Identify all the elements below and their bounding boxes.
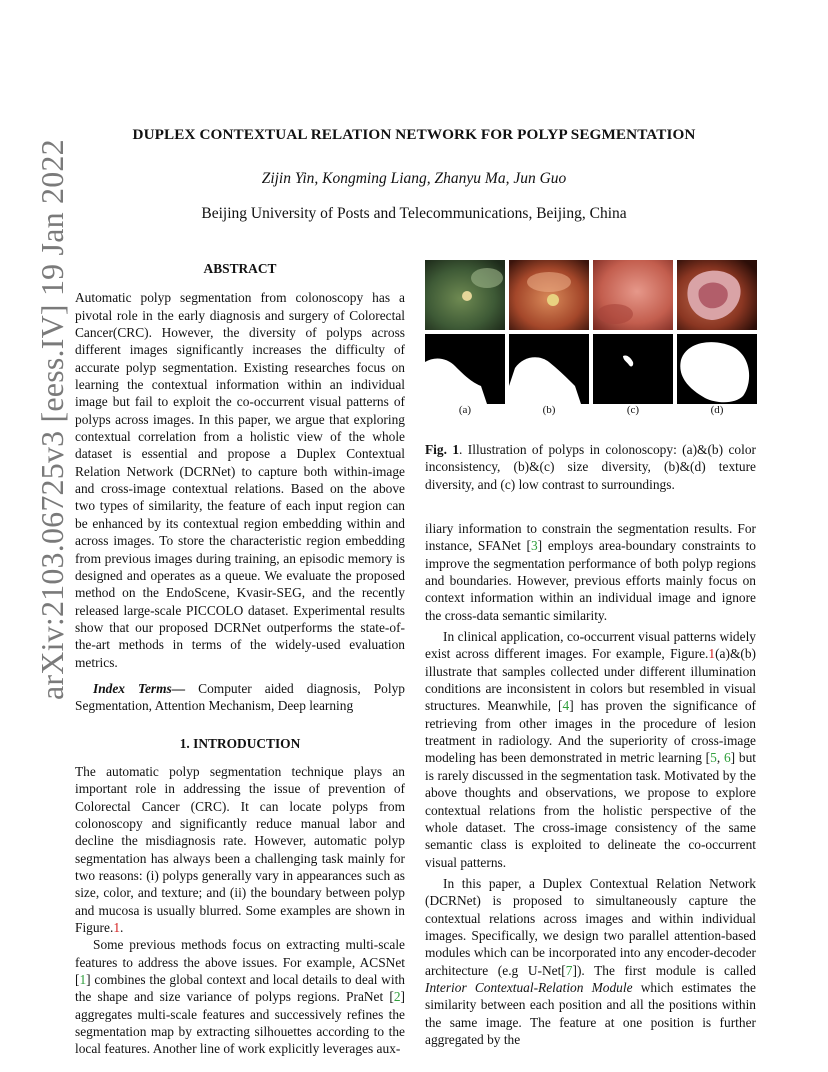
figure-caption-label: Fig. 1 [425, 442, 460, 457]
colonoscopy-image-d [677, 260, 757, 330]
arxiv-side-label: arXiv:2103.06725v3 [eess.IV] 19 Jan 2022 [34, 139, 70, 700]
sublabel-b: (b) [542, 404, 556, 416]
intro-heading: 1. INTRODUCTION [179, 735, 301, 751]
paper-authors: Zijin Yin, Kongming Liang, Zhanyu Ma, Jun Guo [261, 170, 567, 187]
figure-ref-link[interactable]: 1 [113, 920, 121, 936]
citation-link[interactable]: 6 [723, 750, 731, 766]
abstract-text: Automatic polyp segmentation from colonoscopy has a pivotal role in the early diagnosis and surgery of Colorectal Cancer(CRC). However, the diversity of polyps across different images significantly increases the difficulty of accurate polyp segmentation. Existing researches focus on learning the contextual information within an individual image but fail to exploit the co-occurrent visual patterns of polyps across images. In this paper, we argue that exploring contextual correlation from a holistic view of the whole dataset is essential and propose a Duplex Contextual Relation Network (DCRNet) to capture both within-image and cross-image contextual relations. Based on the above two types of similarity, the feature of each input region can be enhanced by its contextual region embedding within and across images. To store the characteristic region embedding from previous images during training, an episodic memory is designed and operates as a queue. We evaluate the proposed method on the EndoScene, Kvasir-SEG, and the recently released large-scale PICCOLO dataset. Experimental results show that our proposed DCRNet outperforms the state-of-the-art methods in terms of the widely-used evaluation metrics. [75, 290, 405, 670]
module-name-emphasis: Interior Contextual-Relation Module [425, 979, 633, 995]
colonoscopy-image-a [425, 260, 505, 330]
right-column [425, 520, 756, 1048]
index-terms [75, 680, 405, 715]
segmentation-mask-a [425, 334, 505, 404]
segmentation-mask-c [593, 334, 673, 404]
segmentation-mask-b [509, 334, 589, 404]
sublabel-c: (c) [626, 404, 640, 416]
left-column [75, 260, 405, 1058]
figure-1-sublabels [425, 404, 757, 416]
sublabel-d: (d) [710, 404, 724, 416]
paper-title: DUPLEX CONTEXTUAL RELATION NETWORK FOR POLYP SEGMENTATION [132, 126, 696, 143]
citation-link[interactable]: 5 [710, 750, 717, 766]
figure-ref-link[interactable]: 1 [708, 646, 716, 662]
citation-link[interactable]: 3 [530, 538, 538, 554]
figure-1-caption [425, 441, 756, 493]
citation-link[interactable]: 7 [565, 962, 573, 978]
sublabel-a: (a) [458, 404, 472, 416]
citation-link[interactable]: 2 [393, 989, 401, 1005]
index-terms-label: Index Terms— [93, 680, 186, 696]
abstract-heading: ABSTRACT [203, 261, 277, 276]
intro-paragraph-1: The automatic polyp segmentation technique plays an important role in addressing the issue of prevention of Colorectal Cancer (CRC). It can locate polyps from colonoscopy and significantly reduce manual labor and decline the misdiagnosis rate. However, automatic polyp segmentation has always been a challenging task mainly for two reasons: (i) polyps generally vary in appearances such as size, color, and texture; and (ii) the boundary between polyp and mucosa is usually blurred. Some examples are shown in Figure.1. [75, 763, 405, 936]
citation-link[interactable]: 4 [562, 698, 570, 714]
right-paragraph-1: iliary information to constrain the segmentation results. For instance, SFANet [3] employs area-boundary constraints to improve the segmentation performance of both polyp regions and boundaries. However, previous efforts mainly focus on context information within an individual image and ignore the cross-data semantic similarity. [425, 521, 757, 623]
index-terms-text: Computer aided diagnosis, Polyp Segmentation, Attention Mechanism, Deep learning [75, 680, 405, 714]
intro-paragraph-2: Some previous methods focus on extracting multi-scale features to address the above issues. For example, ACSNet [1] combines the global context and local details to deal with the shape and size variance of polyps regions. PraNet [2] aggregates multi-scale features and successively refines the segmentation map by extracting silhouettes according to the local features. Another line of work explicitly leverages aux- [75, 937, 405, 1057]
citation-link[interactable]: 1 [79, 972, 87, 988]
colonoscopy-image-c [593, 260, 673, 330]
paper-affiliation: Beijing University of Posts and Telecommunications, Beijing, China [201, 205, 627, 222]
right-paragraph-3: In this paper, a Duplex Contextual Relation Network (DCRNet) is proposed to simultaneously capture the contextual relations across images and within individual images. Specifically, we design two parallel attention-based modules which can be incorporated into any encoder-decoder architecture (e.g U-Net[7]). The first module is called Interior Contextual-Relation Module which estimates the similarity between each position and all the positions within the same image. The feature at one position is further aggregated by the [425, 875, 756, 1047]
figure-1-grid [425, 260, 757, 404]
segmentation-mask-d [677, 334, 757, 404]
colonoscopy-image-b [509, 260, 589, 330]
figure-caption-text: . Illustration of polyps in colonoscopy: (a)&(b) color inconsistency, (b)&(c) size diversity, (b)&(d) texture diversity, and (c) low contrast to surroundings. [425, 442, 756, 492]
right-paragraph-2: In clinical application, co-occurrent visual patterns widely exist across different images. For example, Figure.1(a)&(b) illustrate that samples collected under different illumination conditions are inconsistent in colors but resembled in visual structures. Meanwhile, [4] has proven the significance of retrieving from other images in the procedure of lesion treatment in radiology. And the superiority of cross-image modeling has been demonstrated in metric learning [5, 6] but is rarely discussed in the segmentation task. Motivated by the above thoughts and observations, we propose to explore contextual relations from the holistic perspective of the whole dataset. The cross-image consistency of the same semantic class is exploited to delineate the co-occurrent visual patterns. [425, 629, 757, 870]
